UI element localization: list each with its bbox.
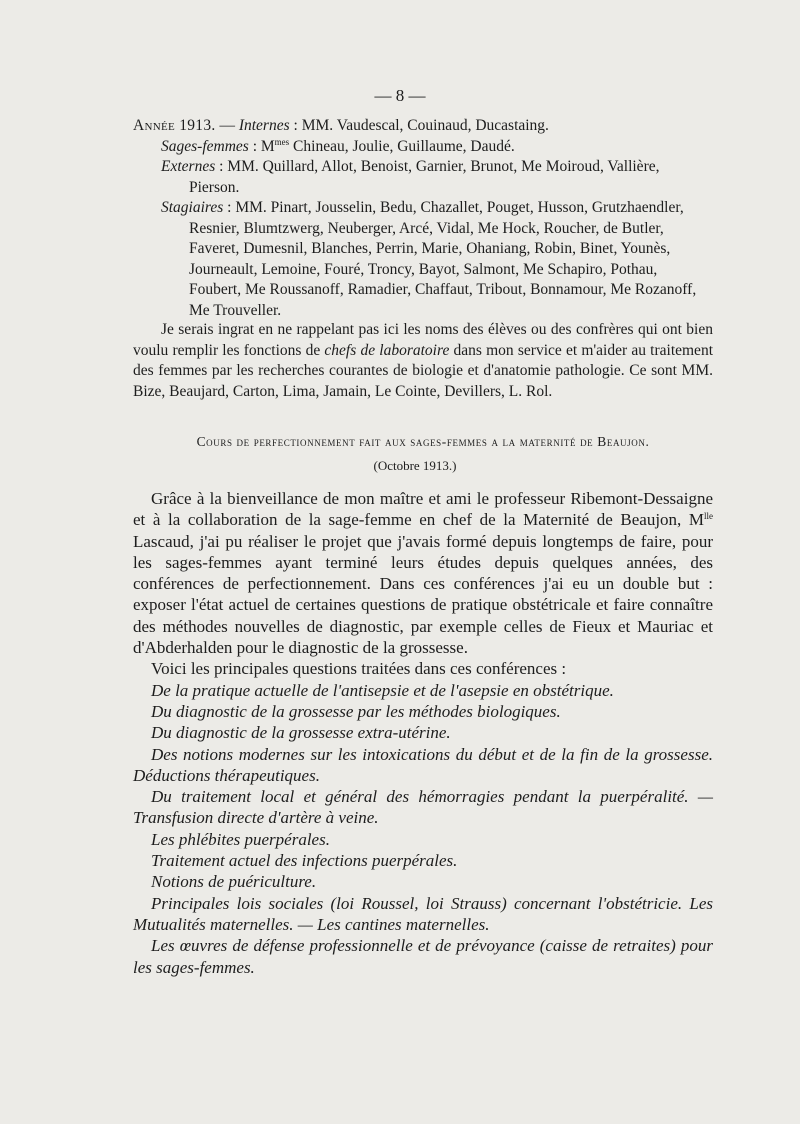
acknowledgement-paragraph [133, 320, 713, 402]
course-part1: Grâce à la bienveillance de mon maître et ami le professeur Ribemont-Dessaigne et à la collaboration de la sage-femme en chef de la Maternité de Beaujon, M [133, 489, 713, 530]
list-item: De la pratique actuelle de l'antisepsie et de l'asepsie en obstétrique. [151, 680, 614, 700]
internes-names: MM. Vaudescal, Couinaud, Ducastaing. [301, 117, 549, 134]
list-item: Traitement actuel des infections puerpérales. [151, 851, 458, 871]
course-section [133, 488, 713, 978]
externes-label: Externes [161, 158, 216, 175]
externes-line: Externes : MM. Quillard, Allot, Benoist, Garnier, Brunot, Me Moiroud, Vallière, Pierson. [161, 158, 660, 196]
list-item: Principales lois sociales (loi Roussel, loi Strauss) concernant l'obstétricie. Les Mutualités maternelles. — Les cantines maternelles. [133, 893, 713, 934]
section-subtitle: (Octobre 1913.) [373, 458, 457, 473]
sages-prefix: M [260, 137, 275, 155]
questions-intro: Voici les principales questions traitées dans ces conférences : [151, 659, 567, 679]
list-item: Les œuvres de défense professionnelle et de prévoyance (caisse de retraites) pour les sages-femmes. [133, 936, 713, 977]
sages-sup: mes [274, 136, 290, 147]
section-title: Cours de perfectionnement fait aux sages-femmes a la maternité de Beaujon. [196, 434, 650, 449]
year-staff-list [133, 116, 713, 321]
list-item: Du traitement local et général des hémorragies pendant la puerpéralité. — Transfusion directe d'artère à veine. [133, 787, 713, 828]
course-paragraph [133, 488, 713, 658]
ingrat-italic: chefs de laboratoire [324, 341, 450, 359]
stagiaires-label: Stagiaires [161, 199, 224, 216]
list-item: Notions de puériculture. [151, 872, 317, 892]
list-item: Les phlébites puerpérales. [151, 829, 330, 849]
internes-label: Internes [238, 117, 290, 134]
list-item: Des notions modernes sur les intoxications du début et de la fin de la grossesse. Déductions thérapeutiques. [133, 744, 713, 785]
course-sup: lle [704, 511, 713, 522]
list-item: Du diagnostic de la grossesse extra-utérine. [151, 723, 451, 743]
sages-names: Chineau, Joulie, Guillaume, Daudé. [293, 137, 515, 155]
internes-line: Année 1913. — Internes : MM. Vaudescal, Couinaud, Ducastaing. [133, 117, 549, 134]
sages-label: Sages-femmes [161, 137, 249, 155]
externes-names: MM. Quillard, Allot, Benoist, Garnier, Brunot, Me Moiroud, Vallière, Pierson. [189, 158, 660, 196]
questions-list [133, 680, 713, 978]
page-number: — 8 — [374, 86, 426, 105]
stagiaires-line: Stagiaires : MM. Pinart, Jousselin, Bedu, Chazallet, Pouget, Husson, Grutzhaendler, Resnier, Blumtzwerg, Neuberger, Arcé, Vidal, Me Hock, Roucher, de Butler, Faveret, Dumesnil, Blanches, Perrin, Marie, Ohaniang, Robin, Binet, Younès, Journeault, Lemoine, Fouré, Troncy, Bayot, Salmont, Me Schapiro, Pothau, Foubert, Me Roussanoff, Ramadier, Chaffaut, Tribout, Bonnamour, Me Rozanoff, Me Trouveller. [161, 199, 697, 319]
sages-femmes-line: Sages-femmes : $M^{mes}$ Chineau, Joulie, Guillaume, Daudé. [161, 136, 515, 155]
year-label: Année 1913. [133, 117, 216, 134]
ingrat-after: dans mon service et m'aider au traitement des femmes par les recherches courantes de biologie et d'anatomie pathologie. Ce sont MM. Bize, Beaujard, Carton, Lima, Jamain, Le Cointe, Devillers, L. Rol. [133, 341, 713, 400]
course-part2: Lascaud, j'ai pu réaliser le projet que j'avais formé depuis longtemps de faire, pour les sages-femmes ayant terminé leurs études depuis quelques années, des conférences de perfectionnement. Dans ces conférences j'ai eu un double but : exposer l'état actuel de certaines questions de pratique obstétricale et faire connaître des méthodes nouvelles de diagnostic, par exemple celles de Fieux et Mauriac et d'Abderhalden pour le diagnostic de la grossesse. [133, 531, 713, 658]
list-item: Du diagnostic de la grossesse par les méthodes biologiques. [151, 701, 561, 721]
ingrat-before: Je serais ingrat en ne rappelant pas ici les noms des élèves ou des confrères qui ont bien voulu remplir les fonctions de [133, 321, 713, 359]
stagiaires-names: MM. Pinart, Jousselin, Bedu, Chazallet, Pouget, Husson, Grutzhaendler, Resnier, Blumtzwerg, Neuberger, Arcé, Vidal, Me Hock, Roucher, de Butler, Faveret, Dumesnil, Blanches, Perrin, Marie, Ohaniang, Robin, Binet, Younès, Journeault, Lemoine, Fouré, Troncy, Bayot, Salmont, Me Schapiro, Pothau, Foubert, Me Roussanoff, Ramadier, Chaffaut, Tribout, Bonnamour, Me Rozanoff, Me Trouveller. [189, 199, 697, 319]
